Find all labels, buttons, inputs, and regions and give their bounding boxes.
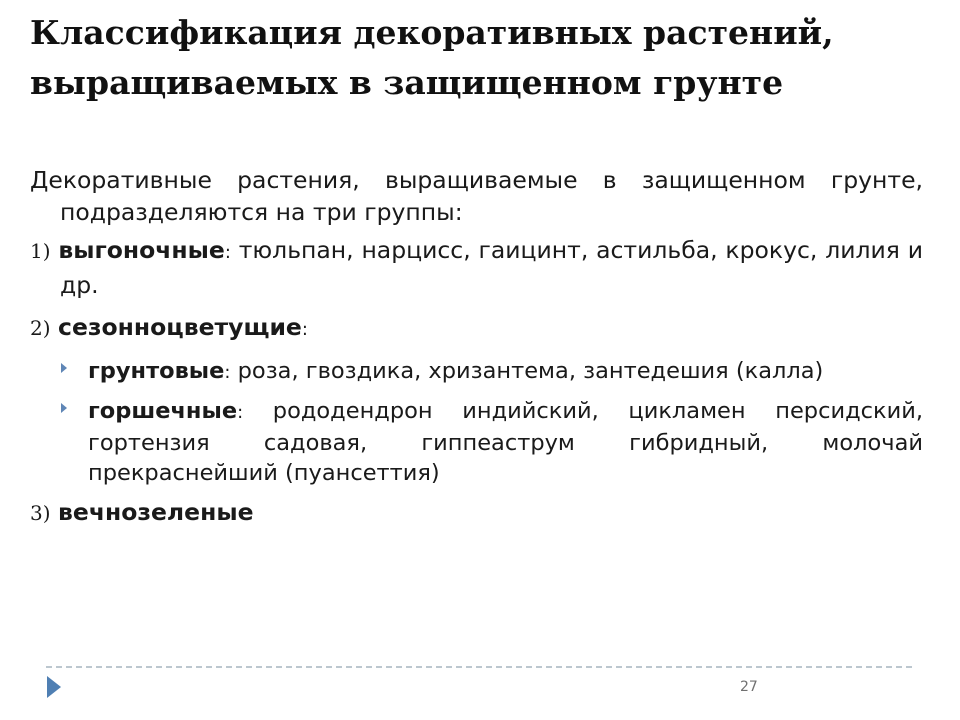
page-number: 27 (740, 679, 758, 695)
subgroup-pot (30, 396, 923, 488)
bullet-arrow-icon (61, 363, 67, 373)
group-2-number: 2) (30, 316, 51, 340)
subgroup-soil (30, 356, 923, 388)
bullet-arrow-icon (61, 403, 67, 413)
slide-title: Классификация декоративных растений, выращиваемых в защищенном грунте (30, 13, 834, 102)
group-2 (30, 311, 923, 346)
triangle-right-icon (47, 676, 61, 698)
group-3-number: 3) (30, 501, 51, 525)
footer-divider (46, 666, 912, 668)
group-1 (30, 234, 923, 301)
subgroup-soil-name: грунтовые (88, 358, 225, 384)
group-3-name: вечнозеленые (58, 498, 254, 526)
subgroup-pot-colon: : (237, 402, 244, 423)
group-1-name: выгоночные (58, 236, 225, 264)
group-1-text: тюльпан, нарцисс, гаицинт, астильба, крокус, лилия и др. (60, 236, 923, 299)
slide-body (30, 164, 923, 535)
subgroup-pot-name: горшечные (88, 398, 238, 424)
subgroup-soil-colon: : (224, 362, 231, 383)
group-1-number: 1) (30, 239, 51, 263)
group-3 (30, 496, 923, 529)
group-1-colon: : (224, 242, 231, 263)
group-2-name: сезонноцветущие (58, 313, 302, 341)
subgroup-pot-text: рододендрон индийский, цикламен персидский, гортензия садовая, гиппеаструм гибридный, молочай прекраснейший (пуансеттия) (88, 398, 923, 486)
intro-paragraph: Декоративные растения, выращиваемые в защищенном грунте, подразделяются на три группы: (30, 166, 923, 226)
subgroup-soil-text: роза, гвоздика, хризантема, зантедешия (калла) (230, 358, 824, 384)
group-2-colon: : (301, 319, 308, 340)
